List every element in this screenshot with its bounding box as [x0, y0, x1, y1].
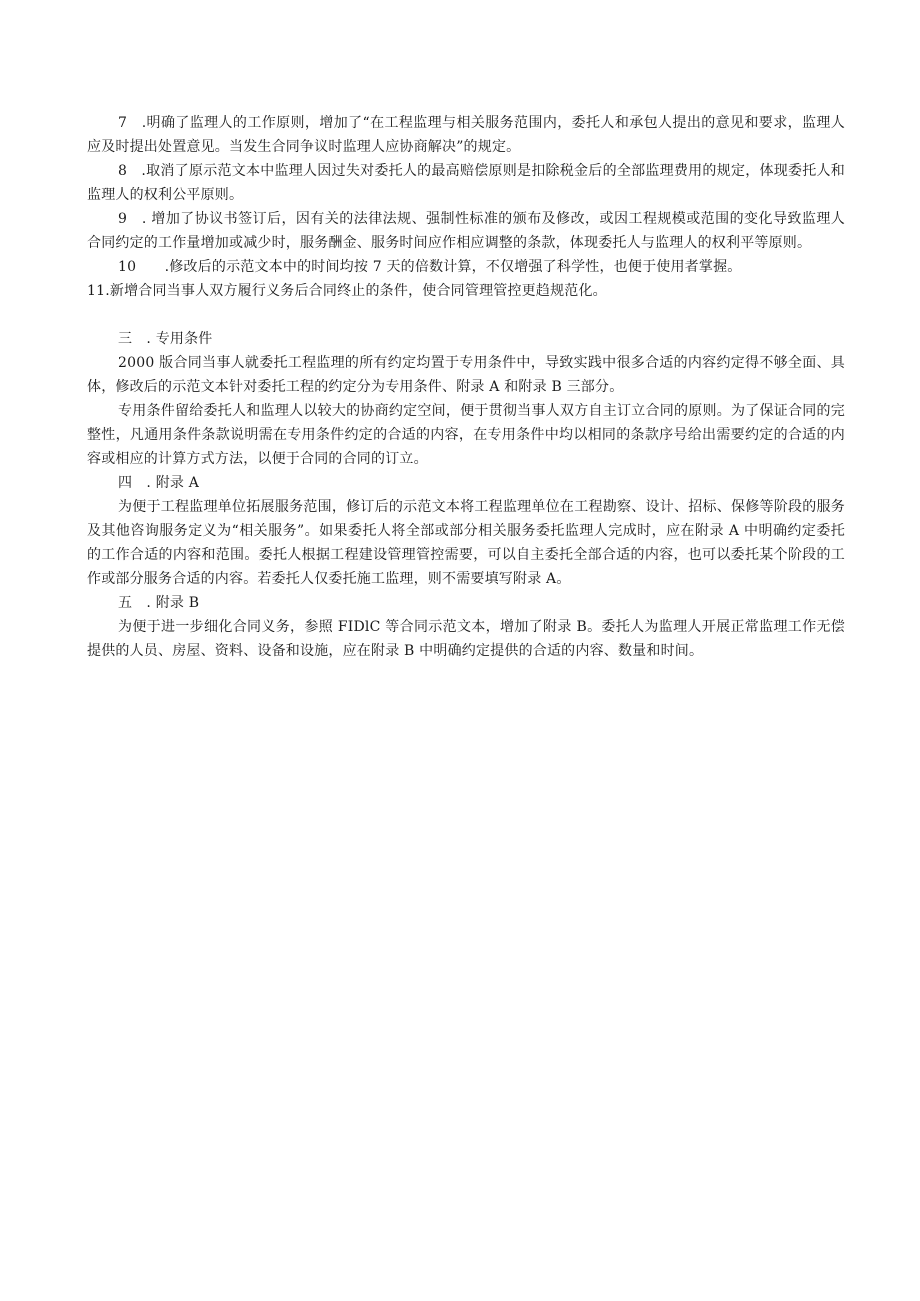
section-heading-appendix-a: 四 . 附录 A: [118, 475, 200, 491]
section-heading-special-conditions: 三 . 专用条件: [118, 331, 213, 347]
paragraph-spacer: [87, 303, 845, 327]
section3-paragraph-1: 2000 版合同当事人就委托工程监理的所有约定均置于专用条件中，导致实践中很多合适的内容约定得不够全面、具体，修改后的示范文本针对委托工程的约定分为专用条件、附录 A 和附录 B 三部分。: [87, 355, 845, 395]
section-heading-appendix-b: 五 . 附录 B: [118, 595, 200, 611]
document-body: [87, 111, 845, 663]
list-item-7: 7 .明确了监理人的工作原则，增加了“在工程监理与相关服务范围内，委托人和承包人提出的意见和要求，监理人应及时提出处置意见。当发生合同争议时监理人应协商解决”的规定。: [87, 115, 845, 155]
section5-paragraph-1: 为便于进一步细化合同义务，参照 FIDlC 等合同示范文本，增加了附录 B。委托人为监理人开展正常监理工作无偿提供的人员、房屋、资料、设备和设施，应在附录 B 中明确约定提供的合适的内容、数量和时间。: [87, 619, 845, 659]
list-item-8: 8 .取消了原示范文本中监理人因过失对委托人的最高赔偿原则是扣除税金后的全部监理费用的规定，体现委托人和监理人的权利公平原则。: [87, 163, 845, 203]
section3-paragraph-2: 专用条件留给委托人和监理人以较大的协商约定空间，便于贯彻当事人双方自主订立合同的原则。为了保证合同的完整性，凡通用条件条款说明需在专用条件约定的合适的内容，在专用条件中均以相同的条款序号给出需要约定的合适的内容或相应的计算方式方法，以便于合同的合同的订立。: [87, 403, 845, 467]
section4-paragraph-1: 为便于工程监理单位拓展服务范围，修订后的示范文本将工程监理单位在工程勘察、设计、招标、保修等阶段的服务及其他咨询服务定义为“相关服务”。如果委托人将全部或部分相关服务委托监理人完成时，应在附录 A 中明确约定委托的工作合适的内容和范围。委托人根据工程建设管理管控需要，可以自主委托全部合适的内容，也可以委托某个阶段的工作或部分服务合适的内容。若委托人仅委托施工监理，则不需要填写附录 A。: [87, 499, 845, 587]
list-item-10: 10 .修改后的示范文本中的时间均按 7 天的倍数计算，不仅增强了科学性，也便于使用者掌握。: [118, 259, 742, 275]
list-item-9: 9 . 增加了协议书签订后，因有关的法律法规、强制性标准的颁布及修改，或因工程规模或范围的变化导致监理人合同约定的工作量增加或减少时，服务酬金、服务时间应作相应调整的条款，体现委托人与监理人的权利平等原则。: [87, 211, 845, 251]
list-item-11: 11.新增合同当事人双方履行义务后合同终止的条件，使合同管理管控更趋规范化。: [87, 283, 607, 299]
